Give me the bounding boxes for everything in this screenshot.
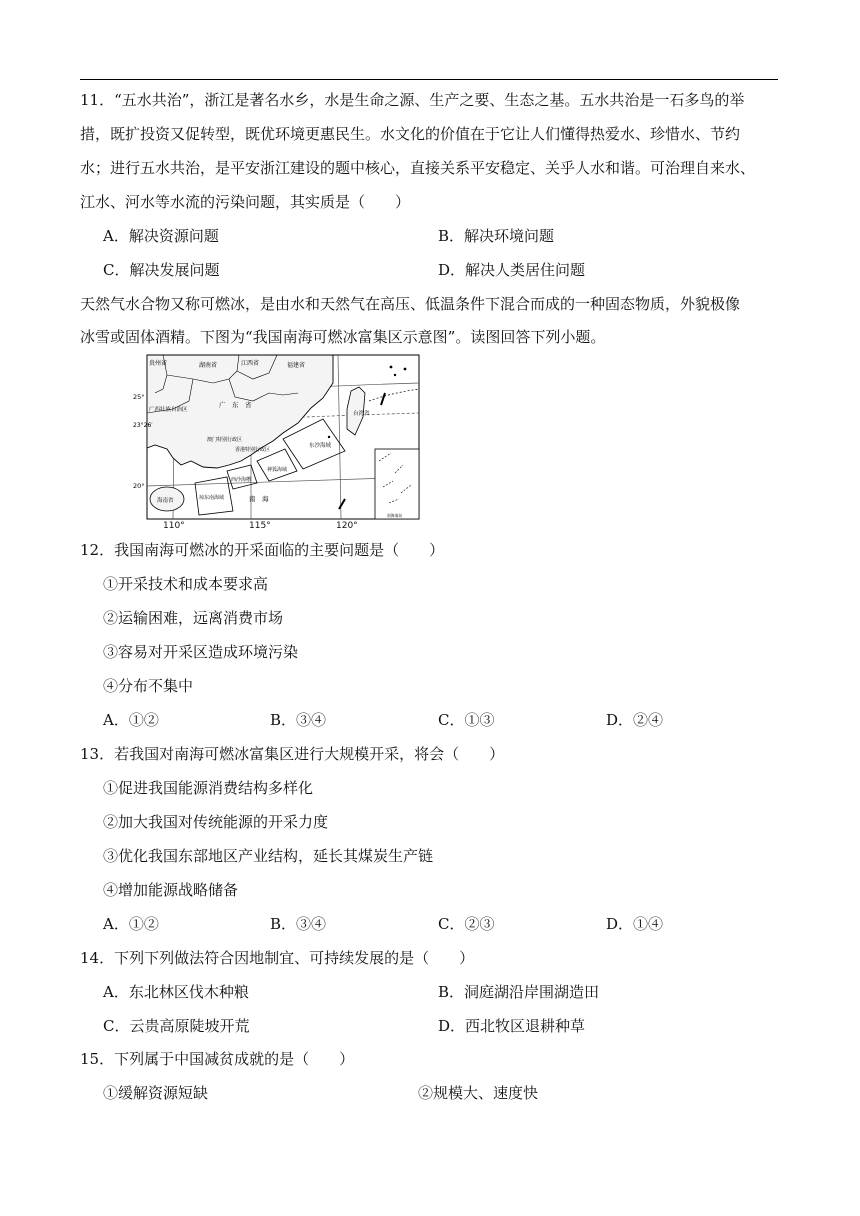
lat-label-20: 20°	[133, 482, 145, 490]
q13-option-c[interactable]: C．②③	[438, 915, 495, 933]
q13-statement-4: ④增加能源战略储备	[103, 881, 239, 899]
inset-label: 南海诸岛	[387, 513, 403, 518]
lon-label-115: 115°	[249, 521, 271, 531]
q14-option-b[interactable]: B．洞庭湖沿岸围湖造田	[438, 983, 600, 1001]
q11-line-2: 措，既扩投资又促转型，既优环境更惠民生。水文化的价值在于它让人们懂得热爱水、珍惜水、节约	[80, 125, 741, 143]
q11-line-1: 11．“五水共治”，浙江是著名水乡，水是生命之源、生产之要、生态之基。五水共治是一石多鸟的举	[80, 91, 745, 109]
q13-stem: 13．若我国对南海可燃冰富集区进行大规模开采，将会（ ）	[80, 745, 505, 763]
intro-line-2: 冰雪或固体酒精。下图为“我国南海可燃冰富集区示意图”。读图回答下列小题。	[80, 328, 606, 346]
q12-statement-3: ③容易对开采区造成环境污染	[103, 643, 299, 661]
label-fujian: 福建省	[287, 362, 306, 369]
label-xisha: 西沙海槽	[231, 477, 252, 483]
q13-option-a[interactable]: A．①②	[103, 915, 159, 933]
q14-option-d[interactable]: D．西北牧区退耕种草	[438, 1017, 586, 1035]
lat-label-25: 25°	[133, 393, 145, 401]
q13-option-d[interactable]: D．①④	[606, 915, 664, 933]
q12-option-d[interactable]: D．②④	[606, 711, 664, 729]
header-rule	[80, 79, 778, 80]
label-qiongdongnan: 琼东南海域	[199, 495, 225, 501]
label-hainan: 海南省	[157, 498, 174, 504]
q13-option-b[interactable]: B．③④	[270, 915, 327, 933]
lat-label-2326: 23°26′	[133, 422, 153, 429]
q12-option-c[interactable]: C．①③	[438, 711, 495, 729]
q12-option-a[interactable]: A．①②	[103, 711, 159, 729]
q11-option-a[interactable]: A．解决资源问题	[103, 227, 219, 245]
south-china-sea-map	[133, 353, 421, 523]
q13-statement-2: ②加大我国对传统能源的开采力度	[103, 813, 329, 831]
q14-option-a[interactable]: A．东北林区伐木种粮	[103, 983, 249, 1001]
label-south-sea: 南 海	[249, 495, 269, 503]
q15-statement-1: ①缓解资源短缺	[103, 1084, 209, 1102]
q14-stem: 14．下列下列做法符合因地制宜、可持续发展的是（ ）	[80, 949, 475, 967]
q15-statement-2: ②规模大、速度快	[418, 1084, 539, 1102]
q12-statement-4: ④分布不集中	[103, 677, 194, 695]
q13-statement-1: ①促进我国能源消费结构多样化	[103, 779, 314, 797]
q11-option-c[interactable]: C．解决发展问题	[103, 261, 220, 279]
label-guizhou: 贵州省	[149, 360, 168, 367]
q12-statement-2: ②运输困难，远离消费市场	[103, 609, 284, 627]
inset-frame	[375, 449, 419, 519]
label-dongsha: 东沙海域	[309, 443, 332, 449]
label-guangdong: 广 东 省	[219, 401, 252, 409]
q11-option-d[interactable]: D．解决人类居住问题	[438, 261, 586, 279]
q12-statement-1: ①开采技术和成本要求高	[103, 575, 269, 593]
q14-option-c[interactable]: C．云贵高原陡坡开荒	[103, 1017, 250, 1035]
q12-stem: 12．我国南海可燃冰的开采面临的主要问题是（ ）	[80, 541, 445, 559]
label-shenhu: 神狐海域	[267, 467, 288, 473]
label-taiwan: 台湾省	[353, 411, 370, 417]
lon-label-120: 120°	[336, 521, 358, 531]
q11-option-b[interactable]: B．解决环境问题	[438, 227, 555, 245]
lon-label-110: 110°	[163, 521, 185, 531]
label-macau: 澳门特别行政区	[207, 437, 243, 443]
intro-line-1: 天然气水合物又称可燃冰，是由水和天然气在高压、低温条件下混合而成的一种固态物质，外貌极像	[80, 295, 741, 313]
label-hongkong: 香港特别行政区	[235, 447, 271, 453]
q13-statement-3: ③优化我国东部地区产业结构，延长其煤炭生产链	[103, 847, 434, 865]
q11-line-3: 水；进行五水共治，是平安浙江建设的题中核心，直接关系平安稳定、关乎人水和谐。可治理自来水、	[80, 159, 756, 177]
label-hunan: 湖南省	[199, 362, 218, 369]
label-jiangxi: 江西省	[241, 360, 260, 367]
q11-line-4: 江水、河水等水流的污染问题，其实质是（ ）	[80, 193, 411, 211]
q12-option-b[interactable]: B．③④	[270, 711, 327, 729]
label-guangxi: 广西壮族自治区	[149, 407, 188, 413]
q15-stem: 15．下列属于中国减贫成就的是（ ）	[80, 1050, 355, 1068]
